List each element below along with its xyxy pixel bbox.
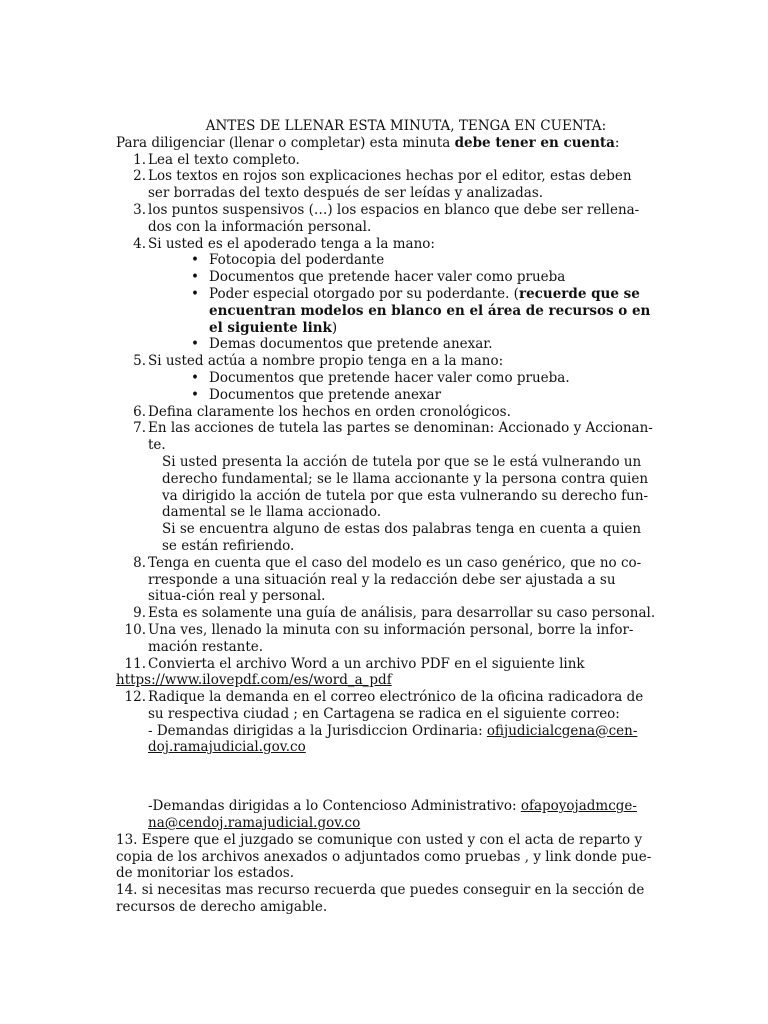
instructions-list-continued: [116, 689, 656, 832]
list-item-14: 14. si necesitas mas recurso recuerda que puedes conseguir en la sección de recursos de derecho amigable.: [116, 882, 645, 916]
list-item-13: 13. Espere que el juzgado se comunique con usted y con el acta de reparto y copia de los archivos anexados o adjuntados como pruebas , y link donde pue-de monitoriar los estados.: [116, 831, 652, 882]
bullet-text: Documentos que pretende anexar: [209, 386, 442, 403]
intro-bold: debe tener en cuenta: [454, 134, 615, 151]
administrativo-label: -Demandas dirigidas a lo Contencioso Administrativo:: [148, 798, 521, 815]
administrativo-email-link[interactable]: ofapoyojadmcge-na@cendoj.ramajudicial.gov.co: [148, 798, 637, 832]
bullet-item: [148, 370, 656, 387]
bullet-item: [148, 269, 656, 286]
item-number: 12.: [124, 689, 146, 706]
bullet-text-end: ): [331, 319, 338, 336]
item-number: 5.: [133, 353, 146, 370]
list-item-7: [116, 420, 656, 554]
bullet-text: Poder especial otorgado por su poderdante. (: [209, 285, 519, 302]
item-text: En las acciones de tutela las partes se denominan: Accionado y Accionan-te.: [148, 420, 653, 454]
list-item-10: [116, 622, 656, 656]
document-title: ANTES DE LLENAR ESTA MINUTA, TENGA EN CUENTA:: [205, 118, 607, 134]
pdf-converter-link-line: [116, 672, 656, 689]
item-text: Esta es solamente una guía de análisis, para desarrollar su caso personal.: [148, 605, 656, 622]
bullet-item: [148, 336, 656, 353]
blank-space: [148, 756, 656, 798]
item-number: 4.: [133, 235, 146, 252]
intro-text: Para diligenciar (llenar o completar) esta minuta: [116, 134, 455, 151]
item-text: Si usted es el apoderado tenga a la mano:: [148, 235, 435, 252]
tutela-note: Si se encuentra alguno de estas dos palabras tenga en cuenta a quien se están refiriendo.: [162, 521, 642, 554]
bullet-icon: •: [191, 269, 199, 286]
bullet-text: Documentos que pretende hacer valer como prueba: [209, 269, 566, 286]
item-text: Convierta el archivo Word a un archivo PDF en el siguiente link: [148, 655, 585, 672]
intro-paragraph: [116, 135, 656, 152]
bullet-icon: •: [191, 369, 199, 386]
item-number: 6.: [133, 403, 146, 420]
list-item-4: [116, 236, 656, 354]
bullet-icon: •: [191, 252, 199, 269]
list-item-5: [116, 353, 656, 403]
instructions-list: [116, 152, 656, 673]
list-item-11: [116, 656, 656, 673]
bullet-icon: •: [191, 336, 199, 353]
list-item-12: [116, 689, 656, 832]
bullet-list: [148, 252, 656, 353]
item-text: Los textos en rojos son explicaciones hechas por el editor, estas deben ser borradas del texto después de ser leídas y analizadas.: [148, 168, 632, 202]
tutela-explanation: Si usted presenta la acción de tutela por que se le está vulnerando un derecho fundamental; se le llama accionante y la persona contra quien va dirigido la acción de tutela por que esta vulnerando su derecho fun-damental se le llama accionado.: [162, 453, 649, 521]
bullet-list: [148, 370, 656, 404]
item-text: Defina claramente los hechos en orden cronológicos.: [148, 403, 511, 420]
bullet-item: [148, 286, 656, 336]
administrativo-line: [148, 798, 656, 832]
intro-colon: :: [614, 134, 620, 151]
ordinaria-email-link[interactable]: ofijudicialcgena@cen-doj.ramajudicial.gov.co: [148, 722, 638, 756]
bullet-bold-text: recuerde que se encuentran modelos en blanco en el área de recursos o en el siguiente link: [209, 285, 651, 336]
pdf-converter-link[interactable]: https://www.ilovepdf.com/es/word_a_pdf: [116, 672, 392, 689]
bullet-item: [148, 252, 656, 269]
list-item-6: [116, 404, 656, 421]
item-text: Radique la demanda en el correo electrónico de la oficina radicadora de su respectiva ciudad ; en Cartagena se radica en el siguiente correo:: [148, 689, 644, 722]
bullet-icon: •: [191, 386, 199, 403]
list-item-2: [116, 168, 656, 202]
item-number: 11.: [124, 655, 146, 672]
list-item-8: [116, 555, 656, 605]
item-number: 1.: [133, 151, 146, 168]
list-item-9: [116, 605, 656, 622]
item-text: Una ves, llenado la minuta con su información personal, borre la infor-mación restante.: [148, 621, 634, 655]
item-text: Tenga en cuenta que el caso del modelo es un caso genérico, que no co-rresponde a una situación real y la redacción debe ser ajustada a su situa-ción real y personal.: [148, 554, 642, 605]
item-text: Si usted actúa a nombre propio tenga en a la mano:: [148, 353, 504, 370]
item-number: 3.: [133, 201, 146, 218]
item-number: 8.: [133, 554, 146, 571]
item-text: los puntos suspensivos (…) los espacios en blanco que debe ser rellena-dos con la información personal.: [148, 201, 640, 235]
bullet-icon: •: [191, 285, 199, 302]
item-number: 7.: [133, 420, 146, 437]
bullet-item: [148, 387, 656, 404]
item-number: 2.: [133, 168, 146, 185]
ordinaria-label: - Demandas dirigidas a la Jurisdiccion Ordinaria:: [148, 722, 487, 739]
bullet-text: Fotocopia del poderdante: [209, 252, 385, 269]
list-item-3: [116, 202, 656, 236]
item-number: 10.: [124, 621, 146, 638]
bullet-text: Demas documentos que pretende anexar.: [209, 336, 493, 353]
list-item-1: [116, 152, 656, 169]
ordinaria-line: [148, 723, 656, 757]
document-body: [116, 118, 656, 916]
item-text: Lea el texto completo.: [148, 151, 300, 168]
bullet-text: Documentos que pretende hacer valer como prueba.: [209, 369, 570, 386]
item-number: 9.: [133, 605, 146, 622]
